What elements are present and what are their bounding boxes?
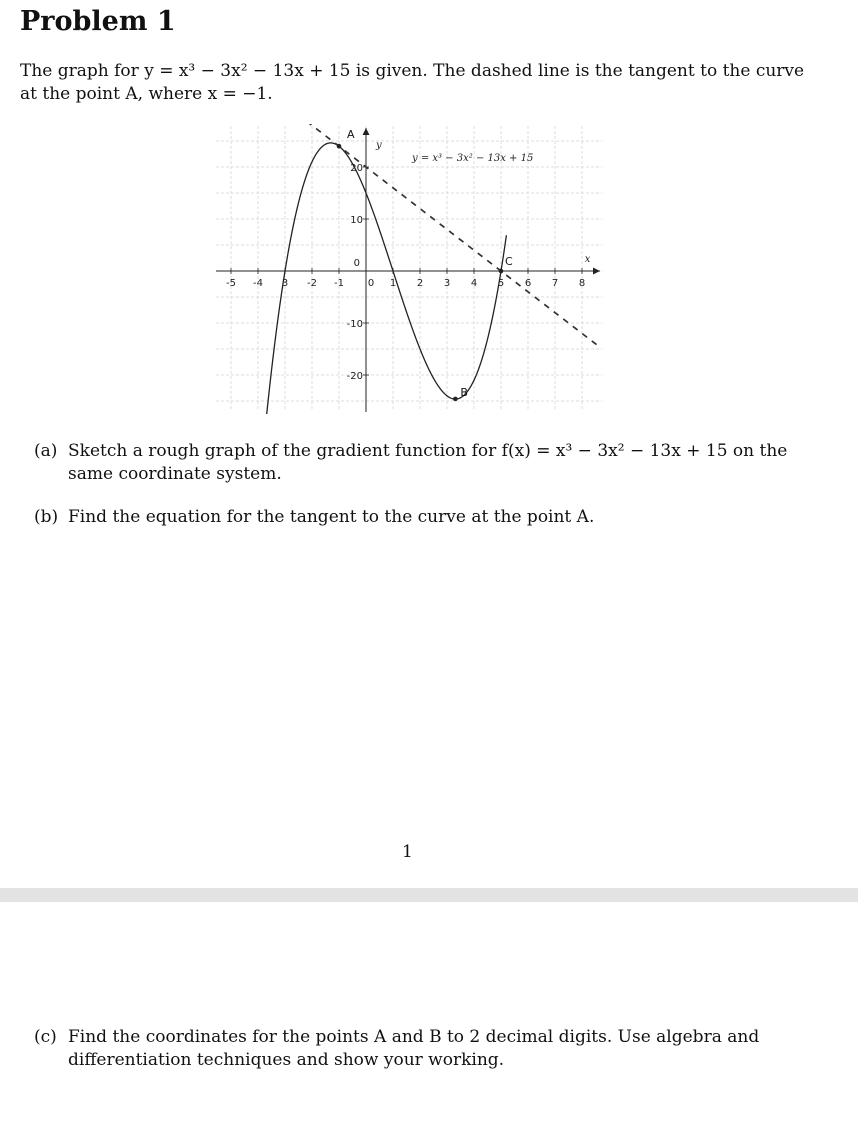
part-b-line-1: Find the equation for the tangent to the curve at the point A. xyxy=(68,507,595,527)
point-c-marker xyxy=(499,269,504,274)
point-a-label: A xyxy=(347,128,355,142)
x-tick-label: 7 xyxy=(551,278,559,289)
y-tick-label: 0 xyxy=(353,258,360,269)
x-tick-label: -2 xyxy=(307,278,317,289)
part-a-label: (a) xyxy=(34,441,58,461)
y-axis-label: y xyxy=(376,140,382,151)
page-separator xyxy=(0,888,858,902)
point-b-marker xyxy=(453,397,458,402)
function-graph xyxy=(214,124,606,414)
graph-grid xyxy=(216,126,602,410)
part-c-line-2: differentiation techniques and show your working. xyxy=(68,1050,505,1070)
part-c-label: (c) xyxy=(34,1027,57,1047)
statement-line-2: at the point A, where x = −1. xyxy=(20,84,273,104)
point-c-label: C xyxy=(505,255,513,268)
problem-title: Problem 1 xyxy=(20,6,176,37)
y-tick-label: 10 xyxy=(350,215,363,226)
x-tick-label: 2 xyxy=(416,278,424,289)
x-tick-label: -1 xyxy=(334,278,344,289)
problem-statement xyxy=(20,60,810,106)
part-c-line-1: Find the coordinates for the points A and B to 2 decimal digits. Use algebra and xyxy=(68,1027,760,1047)
page-number: 1 xyxy=(402,842,413,862)
x-tick-label: 1 xyxy=(389,278,397,289)
x-tick-label: 4 xyxy=(470,278,478,289)
x-axis-arrow xyxy=(593,268,600,275)
y-tick-label: 20 xyxy=(350,163,363,174)
x-tick-label: 5 xyxy=(497,278,505,289)
function-label: y = x³ − 3x² − 13x + 15 xyxy=(412,153,534,164)
part-a-line-2: same coordinate system. xyxy=(68,464,282,484)
x-tick-label: 3 xyxy=(443,278,451,289)
part-a-line-1: Sketch a rough graph of the gradient function for f(x) = x³ − 3x² − 13x + 15 on the xyxy=(68,441,788,461)
y-tick-label: -10 xyxy=(346,319,363,330)
page-sheet-2 xyxy=(0,902,858,1136)
y-axis-arrow xyxy=(363,128,370,135)
x-tick-label: -4 xyxy=(253,278,263,289)
point-a-marker xyxy=(337,144,342,149)
x-axis-label: x xyxy=(584,254,591,265)
part-b-label: (b) xyxy=(34,507,59,527)
y-tick-label: -20 xyxy=(346,371,363,382)
x-tick-label: 8 xyxy=(578,278,586,289)
x-tick-label: 0 xyxy=(367,278,375,289)
x-tick-label: 6 xyxy=(524,278,532,289)
graph-axes xyxy=(216,128,600,412)
point-b-label: B xyxy=(460,385,468,399)
statement-line-1: The graph for y = x³ − 3x² − 13x + 15 is given. The dashed line is the tangent to the curve xyxy=(20,61,805,81)
x-tick-label: 3 xyxy=(281,278,289,289)
x-tick-label: -5 xyxy=(226,278,236,289)
